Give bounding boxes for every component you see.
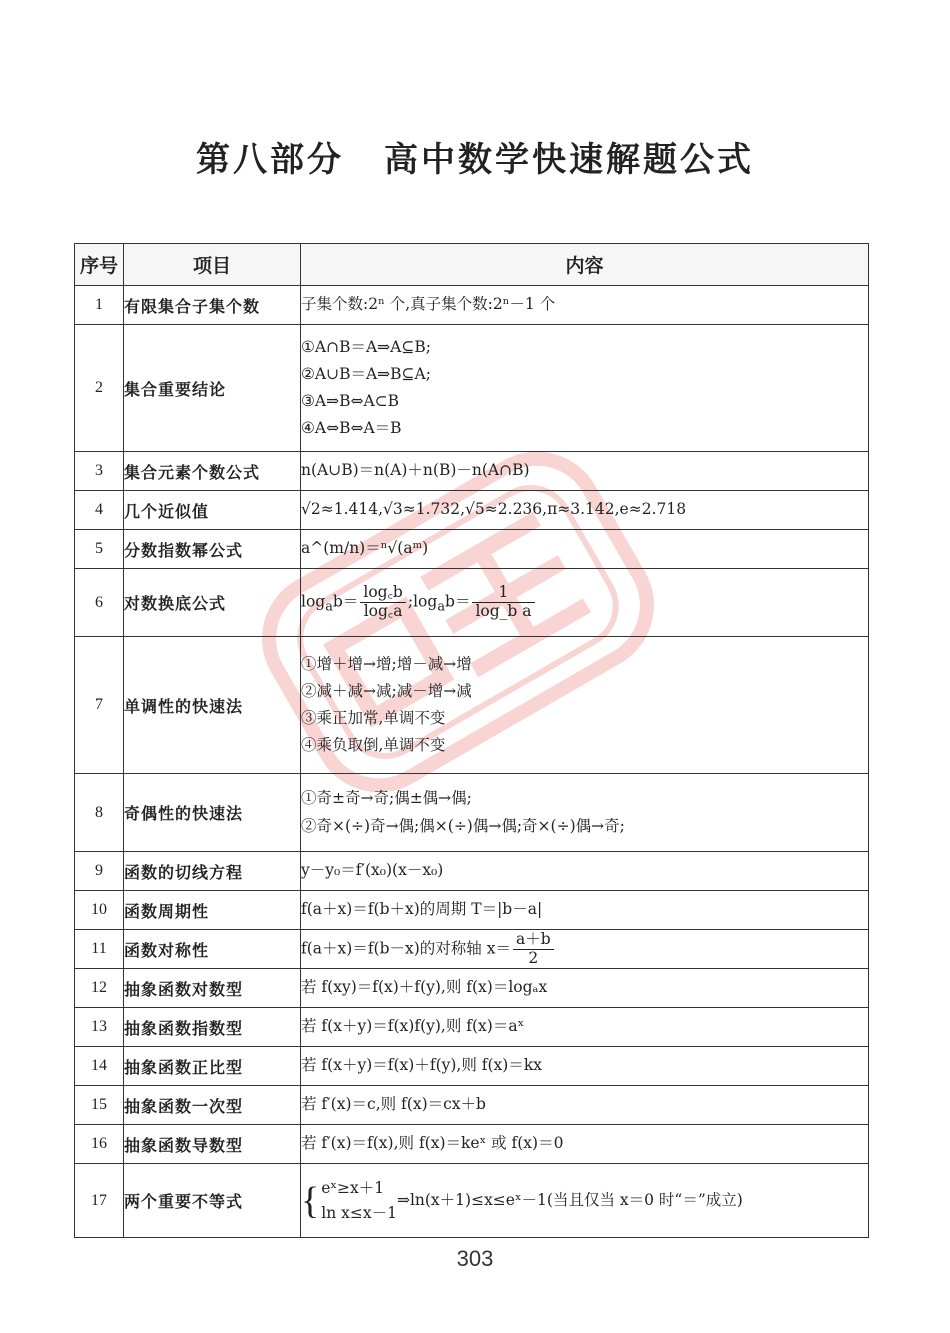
row-num: 13 xyxy=(75,1008,124,1047)
inequality-system xyxy=(301,1176,397,1226)
header-item: 项目 xyxy=(124,244,301,286)
content-line: 若 f(xy)＝f(x)＋f(y),则 f(x)＝logₐx xyxy=(301,978,548,997)
page-title-part: 第八部分 xyxy=(196,140,344,180)
content-line: ①A∩B＝A⇒A⊆B; xyxy=(301,337,431,356)
table-row xyxy=(75,852,869,891)
table-row xyxy=(75,491,869,530)
row-content xyxy=(301,1008,869,1047)
row-num: 6 xyxy=(75,569,124,637)
row-content xyxy=(301,930,869,969)
left-brace-icon: { xyxy=(301,1179,320,1222)
content-line: y－y₀＝f′(x₀)(x－x₀) xyxy=(301,861,444,880)
fraction-denominator: 2 xyxy=(528,948,539,967)
row-item: 单调性的快速法 xyxy=(124,637,301,774)
row-num: 8 xyxy=(75,774,124,852)
row-item: 抽象函数正比型 xyxy=(124,1047,301,1086)
row-content xyxy=(301,637,869,774)
row-item: 函数对称性 xyxy=(124,930,301,969)
row-item: 分数指数幂公式 xyxy=(124,530,301,569)
change-base-fraction xyxy=(360,584,406,621)
row-item: 抽象函数一次型 xyxy=(124,1086,301,1125)
fraction-numerator: log꜀b xyxy=(360,584,406,603)
inequality-conclusion: ⇒ln(x＋1)≤x≤eˣ－1(当且仅当 x＝0 时“＝”成立) xyxy=(396,1190,743,1209)
table-row xyxy=(75,891,869,930)
row-num: 11 xyxy=(75,930,124,969)
row-item: 对数换底公式 xyxy=(124,569,301,637)
content-line: a^(m/n)＝ⁿ√(aᵐ) xyxy=(301,539,429,558)
symmetry-text: f(a＋x)＝f(b－x)的对称轴 x＝ xyxy=(301,939,511,957)
row-content xyxy=(301,325,869,452)
content-line: 子集个数:2ⁿ 个,真子集个数:2ⁿ－1 个 xyxy=(301,295,556,314)
content-line: ④乘负取倒,单调不变 xyxy=(301,736,446,755)
content-line: ②减＋减→减;减－增→减 xyxy=(301,681,472,700)
page-title xyxy=(0,132,950,181)
table-row xyxy=(75,286,869,325)
content-line: 若 f(x＋y)＝f(x)f(y),则 f(x)＝aˣ xyxy=(301,1017,525,1036)
fraction-denominator: log꜀a xyxy=(363,602,403,620)
symmetry-fraction xyxy=(513,931,554,968)
separator: ; xyxy=(407,592,414,611)
table-row xyxy=(75,1164,869,1238)
content-line: 若 f(x＋y)＝f(x)＋f(y),则 f(x)＝kx xyxy=(301,1056,542,1075)
table-header-row xyxy=(75,244,869,286)
row-num: 7 xyxy=(75,637,124,774)
row-num: 4 xyxy=(75,491,124,530)
content-line: √2≈1.414,√3≈1.732,√5≈2.236,π≈3.142,e≈2.718 xyxy=(301,500,687,519)
table-row xyxy=(75,325,869,452)
content-line: 若 f′(x)＝f(x),则 f(x)＝keˣ 或 f(x)＝0 xyxy=(301,1134,564,1153)
row-num: 10 xyxy=(75,891,124,930)
row-content xyxy=(301,774,869,852)
table-row xyxy=(75,969,869,1008)
page-title-main: 高中数学快速解题公式 xyxy=(384,140,754,180)
row-content xyxy=(301,530,869,569)
row-num: 17 xyxy=(75,1164,124,1238)
table-row xyxy=(75,452,869,491)
row-item: 函数的切线方程 xyxy=(124,852,301,891)
row-num: 2 xyxy=(75,325,124,452)
table-row xyxy=(75,637,869,774)
row-item: 函数周期性 xyxy=(124,891,301,930)
row-item: 抽象函数指数型 xyxy=(124,1008,301,1047)
log-prefix: log xyxy=(301,592,326,611)
row-item: 奇偶性的快速法 xyxy=(124,774,301,852)
reciprocal-fraction xyxy=(472,584,534,621)
row-content xyxy=(301,969,869,1008)
row-num: 1 xyxy=(75,286,124,325)
row-item: 两个重要不等式 xyxy=(124,1164,301,1238)
row-item: 抽象函数对数型 xyxy=(124,969,301,1008)
content-line: f(a＋x)＝f(b＋x)的周期 T＝|b－a| xyxy=(301,900,543,919)
content-line: ③乘正加常,单调不变 xyxy=(301,709,446,727)
content-line: ②奇×(÷)奇→偶;偶×(÷)偶→偶;奇×(÷)偶→奇; xyxy=(301,816,625,835)
row-content xyxy=(301,1047,869,1086)
row-content xyxy=(301,1125,869,1164)
row-content xyxy=(301,852,869,891)
header-content: 内容 xyxy=(301,244,869,286)
row-content xyxy=(301,891,869,930)
content-line: ①增＋增→增;增－减→增 xyxy=(301,654,472,673)
content-line: ②A∪B＝A⇒B⊆A; xyxy=(301,364,431,383)
content-line: ①奇±奇→奇;偶±偶→偶; xyxy=(301,789,472,808)
row-num: 15 xyxy=(75,1086,124,1125)
row-content xyxy=(301,286,869,325)
row-item: 抽象函数导数型 xyxy=(124,1125,301,1164)
row-num: 14 xyxy=(75,1047,124,1086)
fraction-denominator: log_b a xyxy=(475,602,532,620)
content-line: 若 f′(x)＝c,则 f(x)＝cx＋b xyxy=(301,1095,486,1114)
content-line: ④A⇔B⇔A＝B xyxy=(301,419,402,438)
log-arg: b＝ xyxy=(445,592,471,611)
log-prefix: log xyxy=(413,592,438,611)
row-item: 集合重要结论 xyxy=(124,325,301,452)
page-number: 303 xyxy=(456,1246,494,1271)
row-num: 16 xyxy=(75,1125,124,1164)
log-base: a xyxy=(437,599,446,615)
log-base: a xyxy=(325,599,333,615)
fraction-numerator: 1 xyxy=(472,584,534,603)
table-row xyxy=(75,1086,869,1125)
table-row xyxy=(75,1047,869,1086)
content-line: n(A∪B)＝n(A)＋n(B)－n(A∩B) xyxy=(301,461,530,480)
header-num: 序号 xyxy=(75,244,124,286)
row-num: 9 xyxy=(75,852,124,891)
row-num: 3 xyxy=(75,452,124,491)
inequality-line: eˣ≥x＋1 xyxy=(321,1178,385,1197)
row-content xyxy=(301,1086,869,1125)
row-item: 有限集合子集个数 xyxy=(124,286,301,325)
table-row xyxy=(75,530,869,569)
formula-table xyxy=(74,243,869,1238)
row-num: 12 xyxy=(75,969,124,1008)
row-item: 几个近似值 xyxy=(124,491,301,530)
row-item: 集合元素个数公式 xyxy=(124,452,301,491)
table-row xyxy=(75,569,869,637)
log-arg: b＝ xyxy=(332,592,359,611)
table-row xyxy=(75,930,869,969)
inequality-line: ln x≤x－1 xyxy=(321,1203,397,1222)
row-content xyxy=(301,1164,869,1238)
row-content xyxy=(301,491,869,530)
content-line: ③A⇒B⇔A⊂B xyxy=(301,392,400,410)
table-row xyxy=(75,1125,869,1164)
row-content xyxy=(301,452,869,491)
row-content xyxy=(301,569,869,637)
fraction-numerator: a＋b xyxy=(513,931,554,950)
table-row xyxy=(75,774,869,852)
row-num: 5 xyxy=(75,530,124,569)
table-row xyxy=(75,1008,869,1047)
